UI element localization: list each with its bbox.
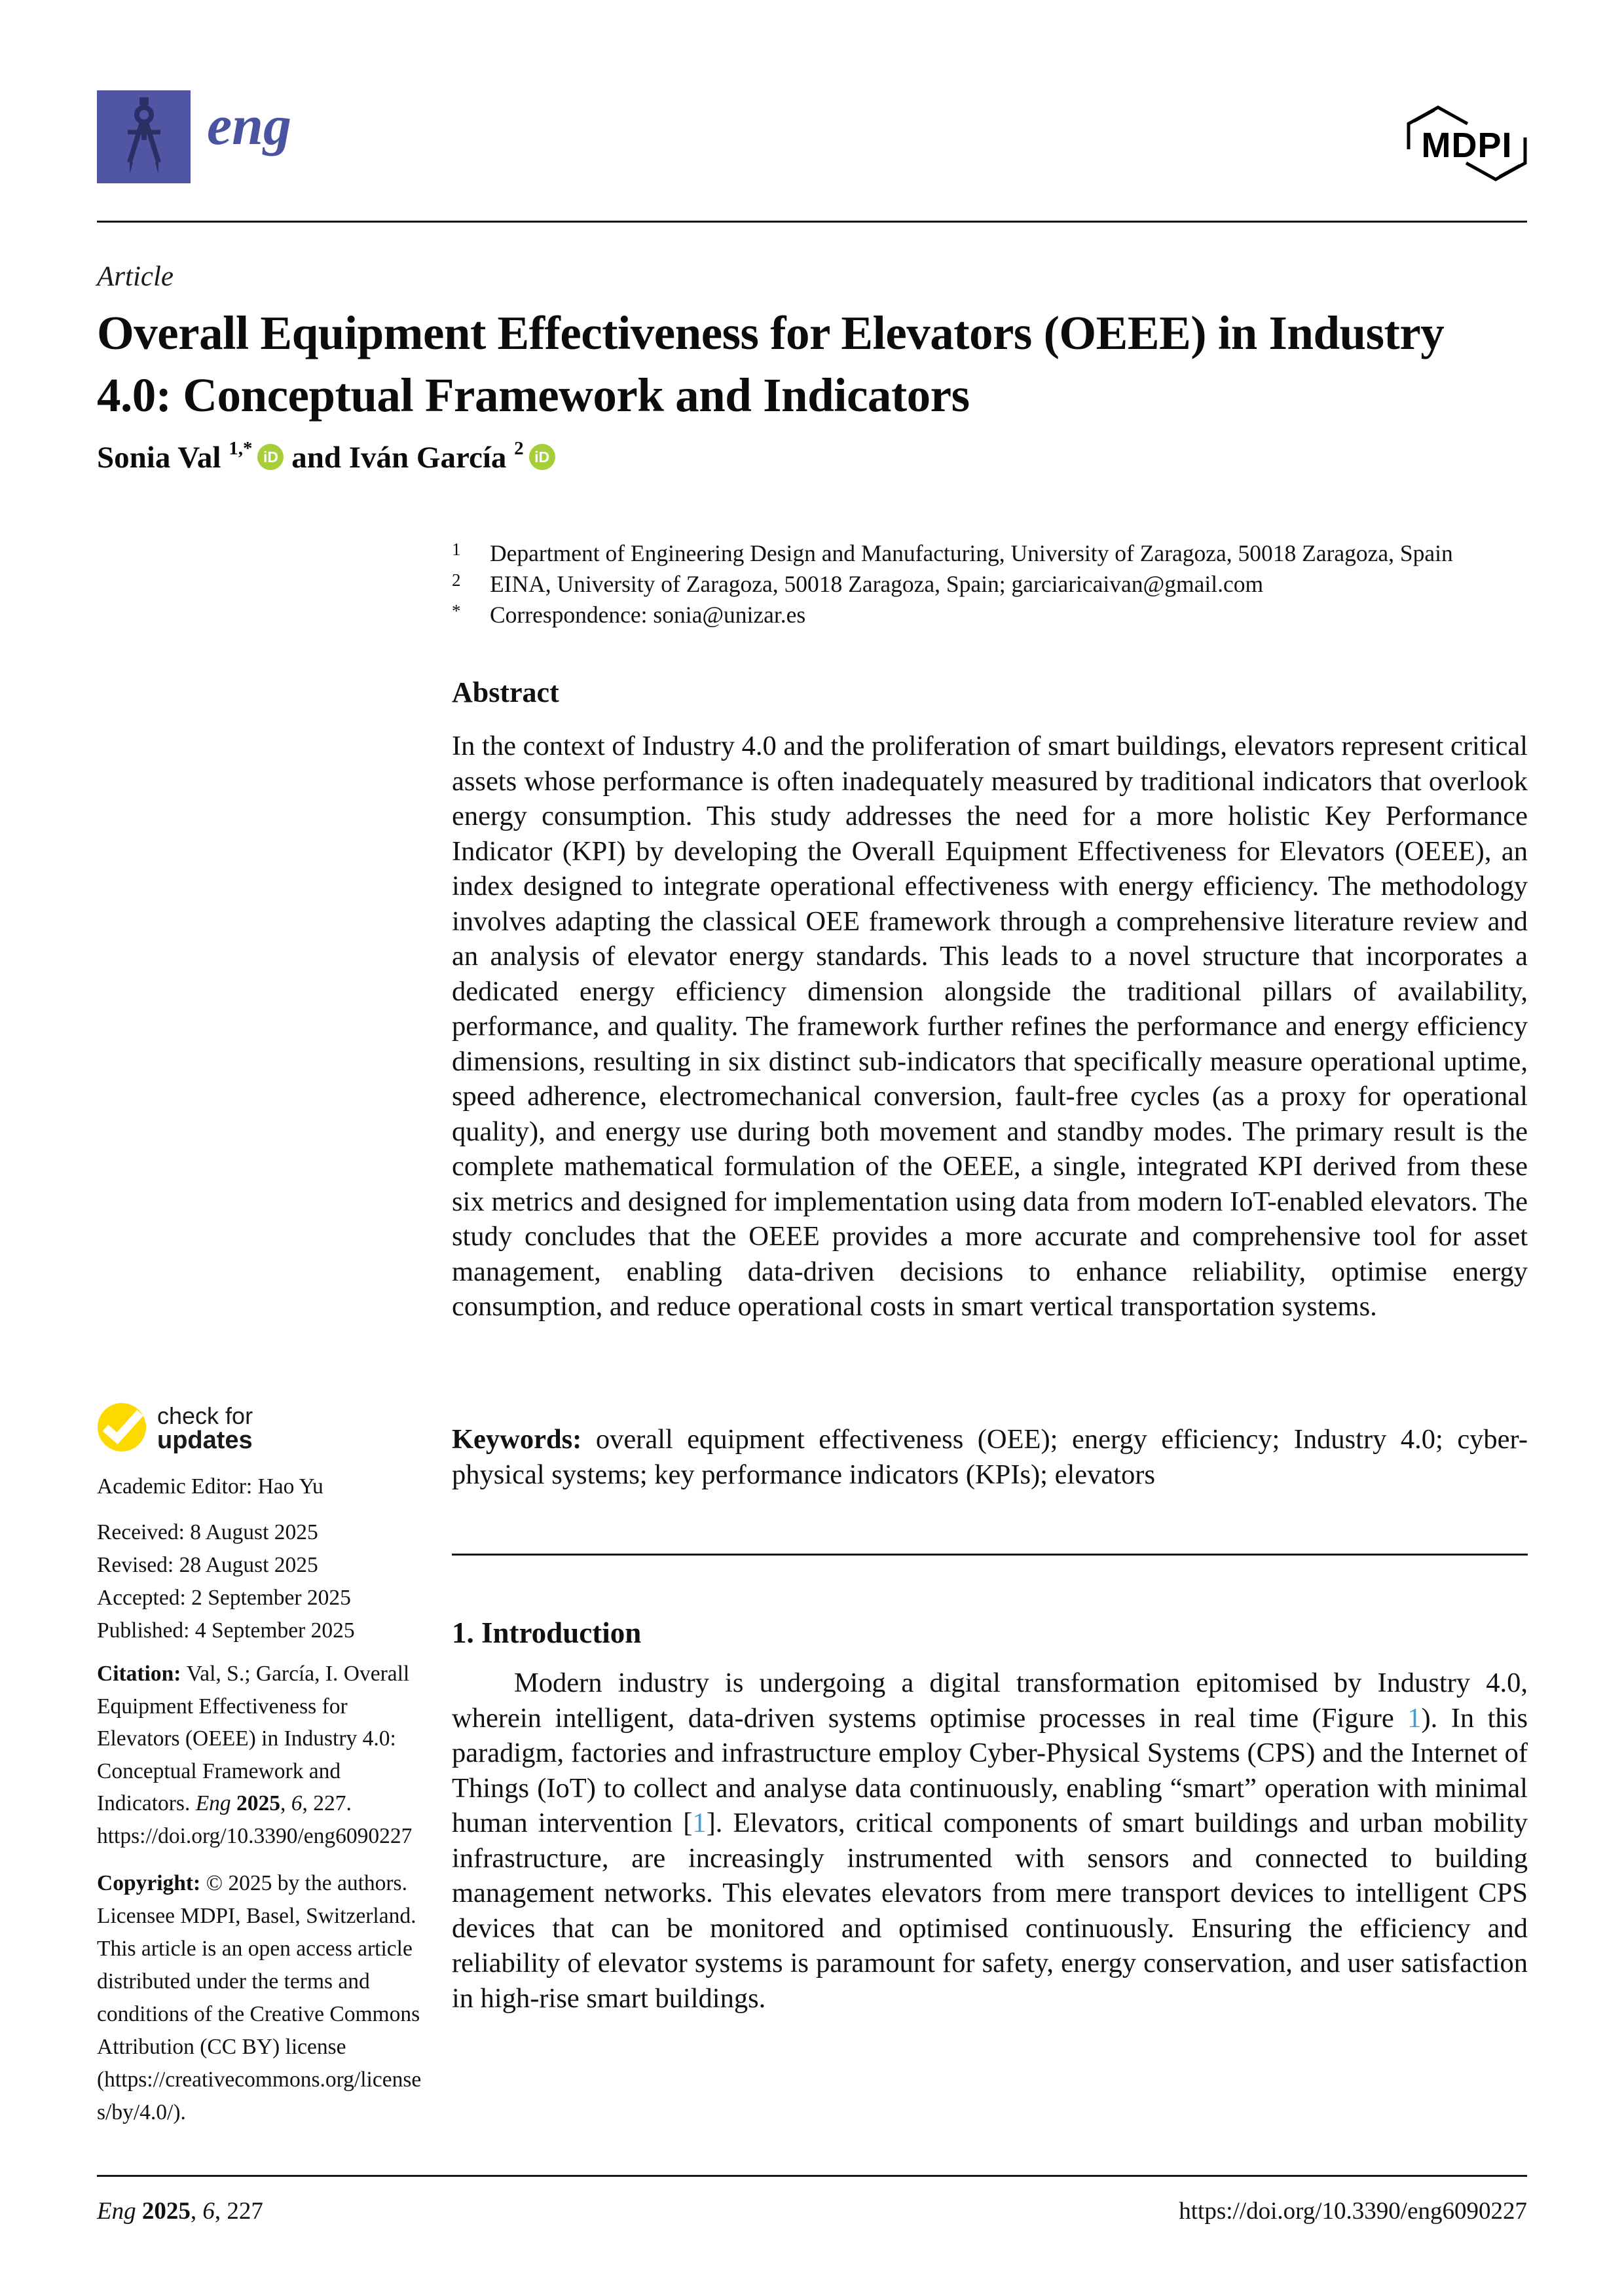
abstract-text: In the context of Industry 4.0 and the proliferation of smart buildings, elevators represent critical assets whose performance is often inadequately measured by traditional indicators that overlook energy consumption. This study addresses the need for a more holistic Key Performance Indicator (KPI) by developing the Overall Equipment Effectiveness for Elevators (OEEE), an index designed to integrate operational effectiveness with energy efficiency. The methodology involves adapting the classical OEE framework through a comprehensive literature review and an analysis of elevator energy standards. This leads to a novel structure that incorporates a dedicated energy efficiency dimension alongside the traditional pillars of availability, performance, and quality. The framework further refines the performance and energy efficiency dimensions, resulting in six distinct sub-indicators that specifically measure operational uptime, speed adherence, electromechanical conversion, fault-free cycles (as a proxy for operational quality), and energy use during both movement and standby modes. The primary result is the complete mathematical formulation of the OEEE, a single, integrated KPI derived from these six metrics and designed for implementation using data from modern IoT-enabled elevators. The study concludes that the OEEE provides a more accurate and comprehensive tool for asset management, enabling data-driven decisions to enhance reliability, optimise energy consumption, and reduce operational costs in smart vertical transportation systems. <box>452 731 1528 1322</box>
affiliation-marker: * <box>452 601 461 621</box>
affiliation-marker: 2 <box>452 570 461 590</box>
history-dates <box>97 1516 430 1647</box>
affiliation-row <box>452 569 1528 600</box>
text-segment: , <box>190 2198 203 2225</box>
abstract-section <box>452 676 1528 1324</box>
text-segment: , 227. https://doi.org/10.3390/eng6090227 <box>97 1791 413 1848</box>
affiliation-marker: 1 <box>452 539 461 559</box>
revised-date: Revised: 28 August 2025 <box>97 1553 318 1577</box>
keywords-line <box>452 1422 1528 1492</box>
authors-line <box>97 440 555 475</box>
compass-icon <box>108 96 180 178</box>
text-segment: 6 <box>202 2198 215 2225</box>
inline-link[interactable]: 1 <box>1407 1702 1422 1734</box>
published-date: Published: 4 September 2025 <box>97 1618 355 1643</box>
correspondence-text: Correspondence: sonia@unizar.es <box>490 602 806 628</box>
check-icon <box>97 1402 147 1455</box>
text-segment: overall equipment effectiveness (OEE); energy efficiency; Industry 4.0; cyber-physical systems; key performance indicators (KPIs); elevators <box>452 1424 1528 1490</box>
authors-connector: and <box>284 441 349 475</box>
affiliation-text: EINA, University of Zaragoza, 50018 Zaragoza, Spain; garciaricaivan@gmail.com <box>490 571 1264 597</box>
text-segment: , <box>280 1791 291 1815</box>
check-for-updates-badge[interactable] <box>97 1402 253 1455</box>
badge-line-2: updates <box>157 1427 253 1455</box>
footer-journal-reference <box>97 2197 263 2225</box>
footer-rule <box>97 2175 1527 2177</box>
text-segment: ). In this paradigm, factories and infrastructure employ Cyber-Physical Systems (CPS) and the Internet of Things (IoT) to collect and analyse data continuously, enabling “smart” operation with minimal human intervention [ <box>452 1702 1528 1838</box>
introduction-heading: 1. Introduction <box>452 1616 642 1649</box>
academic-editor-line: Academic Editor: Hao Yu <box>97 1474 323 1499</box>
text-segment: Modern industry is undergoing a digital transformation epitomised by Industry 4.0, wherein intelligent, data-driven systems optimise processes in real time (Figure <box>452 1667 1528 1734</box>
badge-text <box>157 1404 253 1455</box>
inline-link[interactable]: 1 <box>692 1808 707 1838</box>
journal-name: eng <box>207 94 291 156</box>
text-segment: Eng <box>97 2198 142 2225</box>
orcid-icon-2[interactable]: iD <box>529 444 555 470</box>
affiliation-row <box>452 538 1528 569</box>
citation-block <box>97 1658 430 1852</box>
author-sup-1: 1,* <box>229 438 253 460</box>
text-segment: 2025 <box>236 1791 281 1815</box>
copyright-block <box>97 1867 430 2129</box>
author-name-1: Sonia Val <box>97 441 221 475</box>
header-rule <box>97 221 1527 223</box>
text-segment: Keywords: <box>452 1424 596 1455</box>
abstract-heading: Abstract <box>452 676 559 708</box>
text-segment: 2025 <box>141 2198 191 2225</box>
received-date: Received: 8 August 2025 <box>97 1520 318 1544</box>
footer-doi-link[interactable]: https://doi.org/10.3390/eng6090227 <box>1179 2198 1527 2225</box>
text-segment: Val, S.; García, I. Overall Equipment Effectiveness for Elevators (OEEE) in Industry 4.0: Conceptual Framework and Indicators. <box>97 1662 410 1815</box>
affiliations <box>452 538 1528 630</box>
section-divider-rule <box>452 1554 1528 1555</box>
text-segment: Copyright: <box>97 1871 206 1895</box>
article-type-label: Article <box>97 261 174 292</box>
article-title: Overall Equipment Effectiveness for Elevators (OEEE) in Industry 4.0: Conceptual Framework and Indicators <box>97 306 1445 422</box>
badge-line-1: check for <box>157 1402 253 1429</box>
text-segment: 6 <box>291 1791 303 1815</box>
mdpi-logo[interactable] <box>1405 102 1528 185</box>
affiliation-text: Department of Engineering Design and Manufacturing, University of Zaragoza, 50018 Zaragoza, Spain <box>490 540 1453 566</box>
text-segment: , 227 <box>214 2198 263 2225</box>
mdpi-wordmark: MDPI <box>1421 125 1513 165</box>
journal-logo <box>97 90 191 183</box>
text-segment: © 2025 by the authors. Licensee MDPI, Basel, Switzerland. This article is an open access article distributed under the terms and conditions of the Creative Commons Attribution (CC BY) license (https://creativecommons.org/licenses/by/4.0/). <box>97 1871 422 2124</box>
affiliation-row <box>452 600 1528 630</box>
text-segment: Citation: <box>97 1662 187 1686</box>
text-segment: Eng <box>195 1791 237 1815</box>
accepted-date: Accepted: 2 September 2025 <box>97 1586 351 1610</box>
author-name-2: Iván García <box>348 441 507 475</box>
introduction-paragraph <box>452 1666 1528 2016</box>
orcid-icon-1[interactable]: iD <box>257 444 284 470</box>
hexagon-icon <box>1405 176 1528 187</box>
text-segment: ]. Elevators, critical components of smart buildings and urban mobility infrastructure, are increasingly instrumented with sensors and connected to building management networks. This elevates elevators from mere transport devices to intelligent CPS devices that can be monitored and optimised continuously. Ensuring the efficiency and reliability of elevator systems is paramount for safety, energy conservation, and user satisfaction in high-rise smart buildings. <box>452 1808 1528 2014</box>
author-sup-2: 2 <box>514 438 524 460</box>
